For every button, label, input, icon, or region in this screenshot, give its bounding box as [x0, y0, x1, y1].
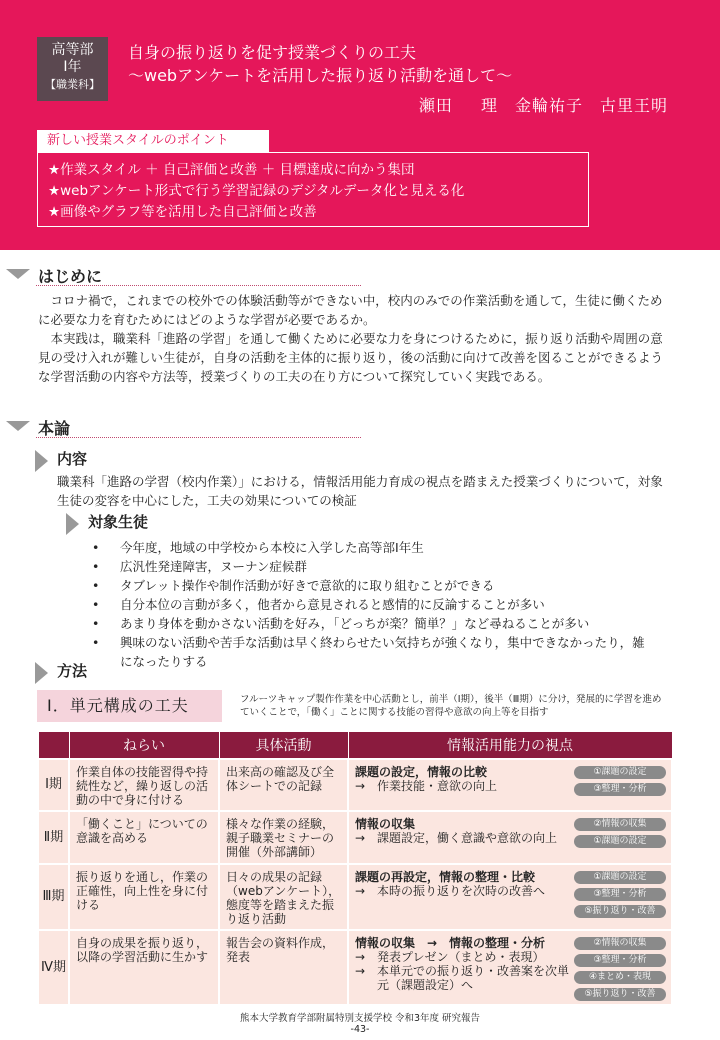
- method-heading-text: 方法: [57, 662, 88, 680]
- category-pill: ①課題の設定: [574, 835, 666, 848]
- content-heading: [35, 448, 235, 470]
- aim-cell: 作業自体の技能習得や持続性など，繰り返しの活動の中で身に付ける: [69, 759, 219, 811]
- grade-line-1: 高等部: [51, 42, 94, 58]
- table-row: [38, 930, 672, 1005]
- main-heading: [0, 416, 370, 438]
- triangle-right-icon: [66, 513, 79, 535]
- view-cell: [348, 759, 672, 811]
- intro-heading-text: はじめに: [38, 267, 103, 286]
- list-item: • 興味のない活動や苦手な活動は早く終わらせたい気持ちが強くなり，集中できなかったり，雑になったりする: [92, 633, 652, 671]
- aim-cell: 「働くこと」についての意識を高める: [69, 811, 219, 864]
- students-heading: [66, 511, 266, 533]
- table-header-term: [38, 732, 69, 759]
- triangle-right-icon: [35, 662, 48, 684]
- category-pill: ①課題の設定: [574, 766, 666, 779]
- view-item: 課題設定，働く意識や意欲の向上: [377, 830, 558, 845]
- list-item: • あまり身体を動かさない活動を好み，「どっちが楽？簡単？」など尋ねることが多い: [92, 614, 652, 633]
- category-pill: ⑤振り返り・改善: [574, 905, 666, 918]
- activity-cell: 様々な作業の経験，親子職業セミナーの開催（外部講師）: [219, 811, 348, 864]
- content-text: 職業科「進路の学習（校内作業）」における，情報活用能力育成の視点を踏まえた授業づくりについて，対象生徒の変容を中心にした，工夫の効果についての検証: [57, 474, 663, 508]
- points-box: [37, 152, 589, 227]
- table-header-row: [38, 732, 672, 759]
- triangle-right-icon: [35, 450, 48, 472]
- category-pill: ①課題の設定: [574, 871, 666, 884]
- main-heading-text: 本論: [38, 419, 71, 438]
- view-title: 情報の収集: [355, 816, 416, 831]
- aim-cell: 自身の成果を振り返り，以降の学習活動に生かす: [69, 930, 219, 1005]
- table-header-view: 情報活用能力の視点: [348, 732, 672, 759]
- term-cell: Ⅰ期: [38, 759, 69, 811]
- unit-table: [37, 731, 673, 1006]
- intro-paragraph-2: 本実践は，職業科「進路の学習」を通して働くために必要な力を身につけるために，振り返り活動や周囲の意見の受け入れが難しい生徒が，自身の活動を主体的に振り返り，後の活動に向けて改善を図ることができるような学習活動の内容や方法等，授業づくりの工夫の在り方について探究していく実践である。: [38, 331, 664, 384]
- point-item: ★画像やグラフ等を活用した自己評価と改善: [48, 204, 317, 220]
- view-item: 作業技能・意欲の向上: [377, 778, 498, 793]
- view-item: 本時の振り返りを次時の改善へ: [377, 883, 546, 898]
- view-title: 課題の再設定，情報の整理・比較: [355, 869, 536, 884]
- activity-cell: 報告会の資料作成，発表: [219, 930, 348, 1005]
- content-heading-text: 内容: [57, 450, 88, 468]
- view-cell: [348, 811, 672, 864]
- triangle-down-icon: [6, 269, 30, 279]
- term-cell: Ⅲ期: [38, 864, 69, 930]
- list-item: • 今年度，地域の中学校から本校に入学した高等部Ⅰ年生: [92, 538, 652, 557]
- arrow-icon: →: [355, 778, 366, 793]
- list-item: • 自分本位の言動が多く，他者から意見されると感情的に反論することが多い: [92, 595, 652, 614]
- view-cell: [348, 930, 672, 1005]
- view-title: 情報の収集 → 情報の整理・分析: [355, 935, 546, 950]
- intro-heading: [0, 264, 370, 286]
- table-row: [38, 759, 672, 811]
- category-pill: ④まとめ・表現: [574, 971, 666, 984]
- category-pill: ⑤振り返り・改善: [574, 988, 666, 1001]
- view-title: 課題の設定，情報の比較: [355, 764, 488, 779]
- students-heading-text: 対象生徒: [88, 513, 149, 531]
- view-item: 本単元での振り返り・改善案を次単元（課題設定）へ: [377, 963, 570, 992]
- method-heading: [35, 660, 235, 682]
- point-item: ★webアンケート形式で行う学習記録のデジタルデータ化と見える化: [48, 183, 465, 199]
- view-item: 発表プレゼン（まとめ・表現）: [377, 949, 545, 964]
- grade-line-3: 【職業科】: [45, 78, 100, 91]
- list-item: • 広汎性発達障害，ヌーナン症候群: [92, 557, 652, 576]
- category-pill: ③整理・分析: [574, 783, 666, 796]
- arrow-icon: →: [355, 963, 366, 978]
- grade-badge: [37, 37, 108, 101]
- term-cell: Ⅱ期: [38, 811, 69, 864]
- arrow-icon: →: [355, 949, 366, 964]
- arrow-icon: →: [355, 883, 366, 898]
- page-subtitle: ～webアンケートを活用した振り返り活動を通して～: [128, 66, 513, 85]
- category-pill: ③整理・分析: [574, 888, 666, 901]
- category-pill: ②情報の収集: [574, 818, 666, 831]
- unit-note: フルーツキャップ製作作業を中心活動とし，前半（Ⅰ期），後半（Ⅲ期）に分け，発展的に学習を進めていくことで，「働く」ことに関する技能の習得や意欲の向上等を目指す: [240, 694, 662, 718]
- table-header-aim: ねらい: [69, 732, 219, 759]
- activity-cell: 出来高の確認及び全体シートでの記録: [219, 759, 348, 811]
- category-pill: ③整理・分析: [574, 954, 666, 967]
- aim-cell: 振り返りを通し，作業の正確性，向上性を身に付ける: [69, 864, 219, 930]
- term-cell: Ⅳ期: [38, 930, 69, 1005]
- footer-publication: 熊本大学教育学部附属特別支援学校 令和3年度 研究報告: [239, 1013, 481, 1024]
- unit-title: Ⅰ．単元構成の工夫: [37, 690, 222, 722]
- page-number: -43-: [350, 1024, 370, 1035]
- points-label: 新しい授業スタイルのポイント: [37, 130, 269, 152]
- category-pill: ②情報の収集: [574, 937, 666, 950]
- view-cell: [348, 864, 672, 930]
- header-banner: [0, 0, 720, 250]
- intro-text: [38, 291, 664, 386]
- intro-paragraph-1: コロナ禍で，これまでの校外での体験活動等ができない中，校内のみでの作業活動を通して，生徒に働くために必要な力を育むためにはどのような学習が必要であるか。: [38, 293, 663, 327]
- point-item: ★作業スタイル ＋ 自己評価と改善 ＋ 目標達成に向かう集団: [48, 162, 415, 178]
- grade-line-2: Ⅰ年: [63, 59, 82, 75]
- page-title: 自身の振り返りを促す授業づくりの工夫: [128, 43, 417, 62]
- list-item: • タブレット操作や制作活動が好きで意欲的に取り組むことができる: [92, 576, 652, 595]
- table-header-activity: 具体活動: [219, 732, 348, 759]
- triangle-down-icon: [6, 421, 30, 431]
- table-row: [38, 864, 672, 930]
- arrow-icon: →: [355, 830, 366, 845]
- table-row: [38, 811, 672, 864]
- students-list: [92, 538, 652, 671]
- authors: 瀬田 理 金輪祐子 古里王明: [418, 96, 668, 115]
- heading-divider: [36, 285, 361, 286]
- heading-divider: [36, 437, 361, 438]
- activity-cell: 日々の成果の記録（webアンケート），態度等を踏まえた振り返り活動: [219, 864, 348, 930]
